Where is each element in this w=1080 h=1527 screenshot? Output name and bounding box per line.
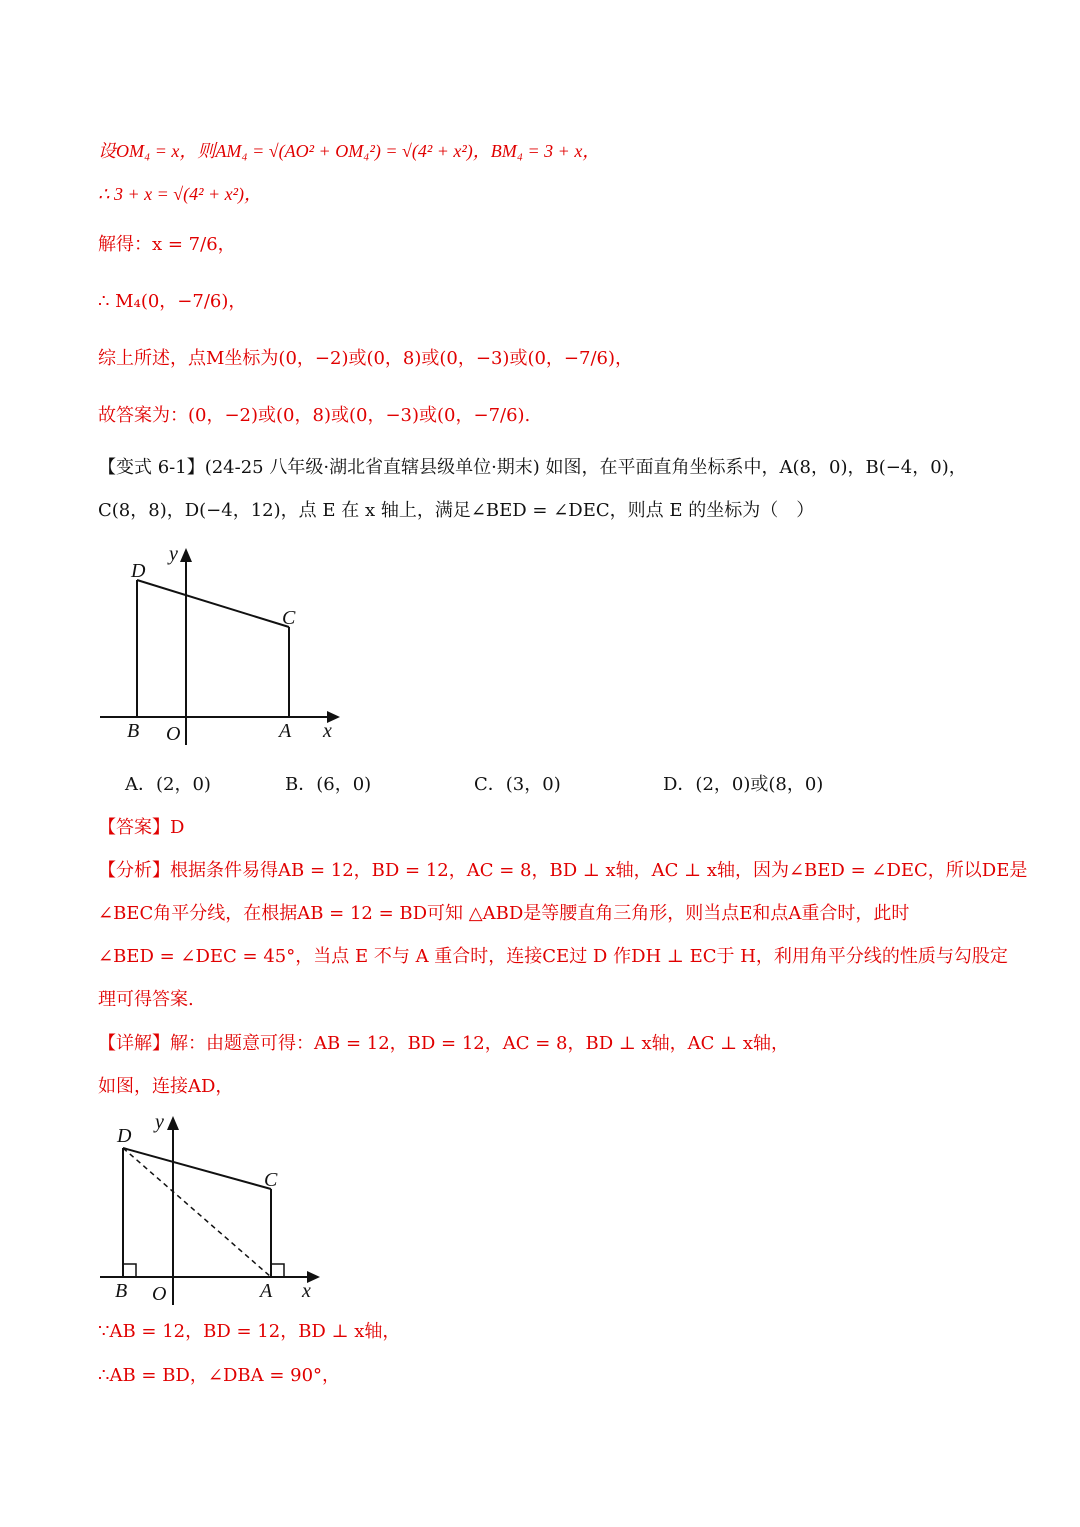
label-c: C bbox=[264, 1169, 278, 1191]
analysis-line-4: 理可得答案. bbox=[98, 989, 194, 1010]
label-y: y bbox=[169, 543, 178, 565]
detail-line-4: ∴AB = BD，∠DBA = 90°， bbox=[98, 1365, 341, 1386]
right-angle-mark-a bbox=[271, 1264, 284, 1277]
option-c: C．(3，0) bbox=[474, 774, 561, 795]
answer-line: 【答案】D bbox=[98, 817, 185, 838]
solution-line-5: 综上所述，点M坐标为(0，−2)或(0，8)或(0，−3)或(0，−7/6)， bbox=[98, 348, 633, 369]
detail-line-2: 如图，连接AD， bbox=[98, 1076, 234, 1097]
analysis-line-3: ∠BED = ∠DEC = 45°，当点 E 不与 A 重合时，连接CE过 D 作DH ⊥ EC于 H，利用角平分线的性质与勾股定 bbox=[98, 946, 1008, 967]
question-line-1: 【变式 6-1】(24-25 八年级·湖北省直辖县级单位·期末) 如图，在平面直角坐标系中，A(8，0)，B(−4，0)， bbox=[98, 457, 967, 478]
figure-1-coordinate-diagram bbox=[95, 540, 355, 750]
label-d: D bbox=[131, 560, 146, 582]
analysis-line-1: 【分析】根据条件易得AB = 12，BD = 12，AC = 8，BD ⊥ x轴，AC ⊥ x轴，因为∠BED = ∠DEC，所以DE是 bbox=[98, 860, 1028, 881]
solution-line-2: ∴ 3 + x = √(4² + x²)， bbox=[98, 184, 263, 204]
solution-line-6: 故答案为：(0，−2)或(0，8)或(0，−3)或(0，−7/6). bbox=[98, 405, 531, 426]
option-d: D．(2，0)或(8，0) bbox=[663, 774, 824, 795]
solution-line-1: 设OM₄ = x，则AM₄ = √(AO² + OM₄²) = √(4² + x²)，BM₄ = 3 + x， bbox=[98, 141, 601, 161]
detail-line-3: ∵AB = 12，BD = 12，BD ⊥ x轴， bbox=[98, 1321, 401, 1342]
label-o: O bbox=[166, 723, 181, 745]
label-c: C bbox=[282, 607, 296, 629]
y-axis-arrow-icon bbox=[180, 548, 192, 562]
segment-ad-dashed bbox=[123, 1148, 271, 1277]
right-angle-mark-b bbox=[123, 1264, 136, 1277]
question-line-2: C(8，8)，D(−4，12)，点 E 在 x 轴上，满足∠BED = ∠DEC，则点 E 的坐标为（ ） bbox=[98, 500, 815, 521]
solution-line-3: 解得：x = 7/6， bbox=[98, 234, 236, 255]
detail-line-1: 【详解】解：由题意可得：AB = 12，BD = 12，AC = 8，BD ⊥ x轴，AC ⊥ x轴， bbox=[98, 1033, 789, 1054]
label-b: B bbox=[115, 1280, 128, 1302]
label-x: x bbox=[323, 720, 332, 742]
segment-dc bbox=[137, 580, 289, 627]
analysis-line-2: ∠BEC角平分线，在根据AB = 12 = BD可知 △ABD是等腰直角三角形，则当点E和点A重合时，此时 bbox=[98, 903, 910, 924]
figure-2-coordinate-diagram bbox=[95, 1108, 335, 1308]
option-a: A．(2，0) bbox=[125, 774, 211, 795]
solution-line-4: ∴ M₄(0，−7/6)， bbox=[98, 291, 247, 312]
label-a: A bbox=[260, 1280, 273, 1302]
label-a: A bbox=[279, 720, 292, 742]
option-b: B．(6，0) bbox=[285, 774, 372, 795]
label-b: B bbox=[127, 720, 140, 742]
label-d: D bbox=[117, 1125, 132, 1147]
label-y: y bbox=[155, 1111, 164, 1133]
segment-dc bbox=[123, 1148, 271, 1189]
y-axis-arrow-icon bbox=[167, 1116, 179, 1130]
label-x: x bbox=[302, 1280, 311, 1302]
label-o: O bbox=[152, 1283, 167, 1305]
